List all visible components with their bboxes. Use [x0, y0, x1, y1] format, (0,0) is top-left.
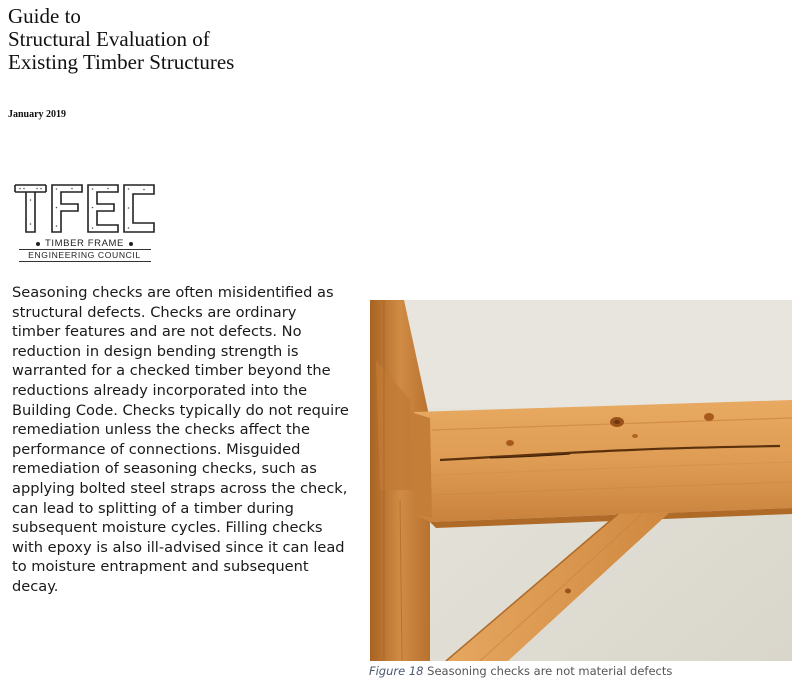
figure-label: Figure 18 — [369, 664, 424, 678]
figure-caption-text: Seasoning checks are not material defects — [427, 664, 673, 678]
body-line: remediation unless the checks affect the — [12, 421, 310, 439]
body-line: reduction in design bending strength is — [12, 342, 299, 360]
body-line: Seasoning checks are often misidentified as — [12, 284, 334, 301]
body-line: with epoxy is also ill-advised since it can lead — [12, 538, 345, 556]
logo-line-2: ENGINEERING COUNCIL — [19, 249, 151, 262]
bullet-dot — [36, 242, 40, 246]
logo-line-1-text: TIMBER FRAME — [45, 238, 124, 249]
timber-beam-photo — [370, 300, 792, 661]
body-line: Building Code. Checks typically do not require — [12, 401, 349, 419]
title-line: Guide to — [8, 4, 81, 28]
publication-date: January 2019 — [8, 109, 67, 120]
body-line: subsequent moisture cycles. Filling checks — [12, 519, 323, 537]
body-line: remediation of seasoning checks, such as — [12, 460, 317, 478]
document-title — [8, 5, 234, 74]
logo-line-1 — [12, 238, 157, 249]
body-line: applying bolted steel straps across the check, — [12, 479, 348, 497]
title-line: Structural Evaluation of — [8, 27, 210, 51]
tfec-logo — [12, 180, 157, 262]
body-line: structural defects. Checks are ordinary — [12, 303, 297, 321]
body-line: decay. — [12, 577, 59, 595]
body-line: reductions already incorporated into the — [12, 381, 308, 399]
body-line: timber features and are not defects. No — [12, 323, 302, 341]
title-line: Existing Timber Structures — [8, 50, 235, 74]
body-line: performance of connections. Misguided — [12, 440, 301, 458]
figure-caption — [369, 664, 672, 678]
bullet-dot — [129, 242, 133, 246]
body-line: can lead to splitting of a timber during — [12, 499, 294, 517]
body-paragraph — [12, 283, 362, 597]
body-line: warranted for a checked timber beyond the — [12, 362, 331, 380]
body-line: to moisture entrapment and subsequent — [12, 558, 309, 576]
timber-beam-illustration — [370, 300, 792, 661]
tfec-logo-letters — [12, 180, 157, 235]
